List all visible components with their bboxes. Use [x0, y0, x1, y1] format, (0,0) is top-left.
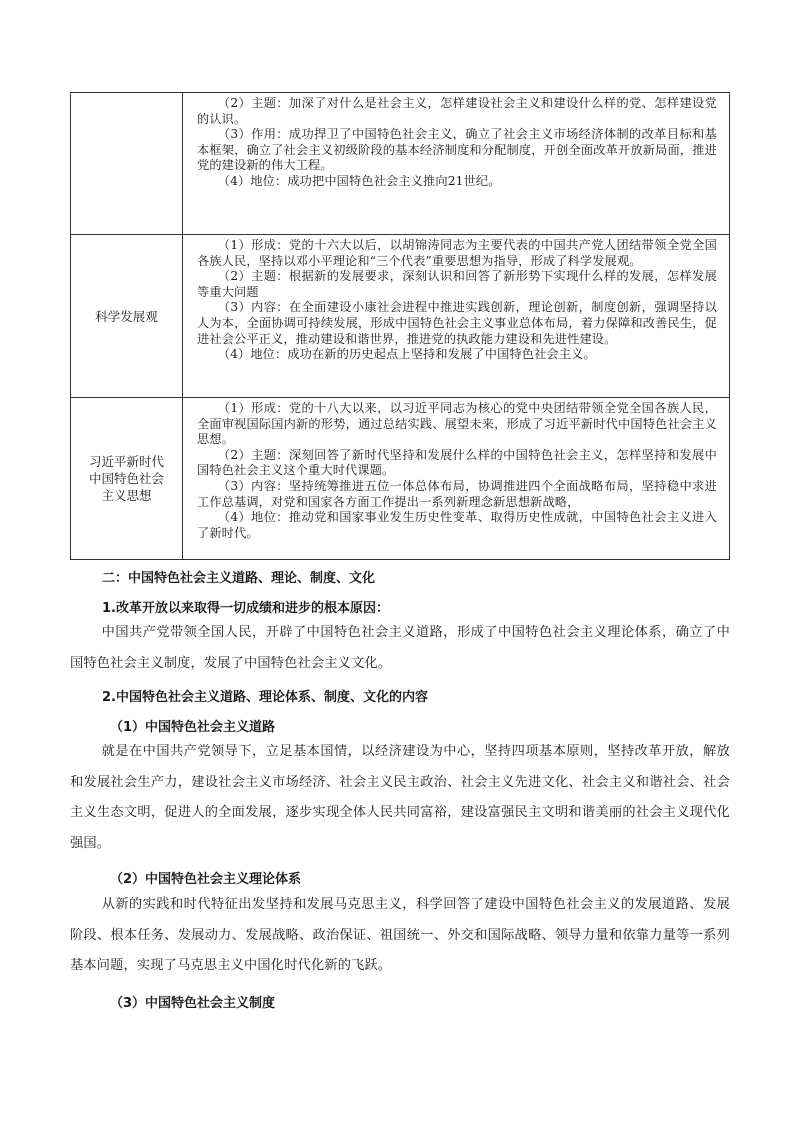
table-row: [71, 93, 730, 235]
body-paragraph: 就是在中国共产党领导下，立足基本国情，以经济建设为中心，坚持四项基本原则，坚持改革开放，解放和发展社会生产力，建设社会主义市场经济、社会主义民主政治、社会主义先进文化、社会主义和谐社会、社会主义生态文明，促进人的全面发展，逐步实现全体人民共同富裕，建设富强民主文明和谐美丽的社会主义现代化强国。: [70, 744, 730, 851]
item-heading: （1）中国特色社会主义道路: [110, 720, 276, 735]
body-paragraph: 中国共产党带领全国人民，开辟了中国特色社会主义道路，形成了中国特色社会主义理论体系，确立了中国特色社会主义制度，发展了中国特色社会主义文化。: [70, 625, 730, 671]
content-item: （2）主题：深刻回答了新时代坚持和发展什么样的中国特色社会主义，怎样坚持和发展中国特色社会主义这个重大时代课题。: [197, 447, 717, 478]
content-item: （3）作用：成功捍卫了中国特色社会主义，确立了社会主义市场经济体制的改革目标和基本框架，确立了社会主义初级阶段的基本经济制度和分配制度，开创全面改革开放新局面，推进党的建设新的伟大工程。: [197, 127, 717, 173]
item-heading: （3）中国特色社会主义制度: [110, 996, 276, 1011]
content-item: （2）主题：根据新的发展要求，深刻认识和回答了新形势下实现什么样的发展，怎样发展等重大问题: [197, 269, 717, 299]
content-item: （1）形成：党的十八大以来，以习近平同志为核心的党中央团结带领全党全国各族人民，全面审视国际国内新的形势，通过总结实践、展望未来，形成了习近平新时代中国特色社会主义思想。: [197, 401, 717, 447]
row-content: [183, 398, 730, 560]
content-item: （1）形成：党的十六大以后，以胡锦涛同志为主要代表的中国共产党人团结带领全党全国各族人民，坚持以邓小平理论和“三个代表”重要思想为指导，形成了科学发展观。: [197, 238, 717, 268]
row-content: [183, 93, 730, 235]
row-content: [183, 235, 730, 398]
content-item: （3）内容：在全面建设小康社会进程中推进实践创新，理论创新，制度创新，强调坚持以人为本，全面协调可持续发展，形成中国特色社会主义事业总体布局，着力保障和改善民生，促进社会公平正义，推动建设和谐世界，推进党的执政能力建设和先进性建设。: [197, 300, 717, 346]
content-item: （2）主题：加深了对什么是社会主义，怎样建设社会主义和建设什么样的党、怎样建设党的认识。: [197, 96, 717, 126]
subsection-heading: 1.改革开放以来取得一切成绩和进步的根本原因：: [102, 601, 389, 616]
content-item: （4）地位：推动党和国家事业发生历史性变革、取得历史性成就，中国特色社会主义进入了新时代。: [197, 510, 717, 540]
item-heading: （2）中国特色社会主义理论体系: [110, 872, 302, 887]
row-label: 习近平新时代中国特色社会主义思想: [71, 398, 183, 560]
content-item: （4）地位：成功在新的历史起点上坚持和发展了中国特色社会主义。: [217, 347, 596, 362]
section-heading: 二：中国特色社会主义道路、理论、制度、文化: [102, 571, 376, 586]
content-item: （4）地位：成功把中国特色社会主义推向21世纪。: [217, 173, 501, 188]
content-item: （3）内容：坚持统筹推进五位一体总体布局，协调推进四个全面战略布局，坚持稳中求进工作总基调，对党和国家各方面工作提出一系列新理念新思想新战略，: [197, 478, 717, 509]
row-label: 科学发展观: [71, 235, 183, 398]
table-row: [71, 398, 730, 560]
body-paragraph: 从新的实践和时代特征出发坚持和发展马克思主义，科学回答了建设中国特色社会主义的发展道路、发展阶段、根本任务、发展动力、发展战略、政治保证、祖国统一、外交和国际战略、领导力量和依靠力量等一系列基本问题，实现了马克思主义中国化时代化新的飞跃。: [70, 897, 730, 973]
subsection-heading: 2.中国特色社会主义道路、理论体系、制度、文化的内容: [102, 690, 428, 705]
row-label: [71, 93, 183, 235]
table-row: [71, 235, 730, 398]
summary-table: [70, 92, 730, 560]
